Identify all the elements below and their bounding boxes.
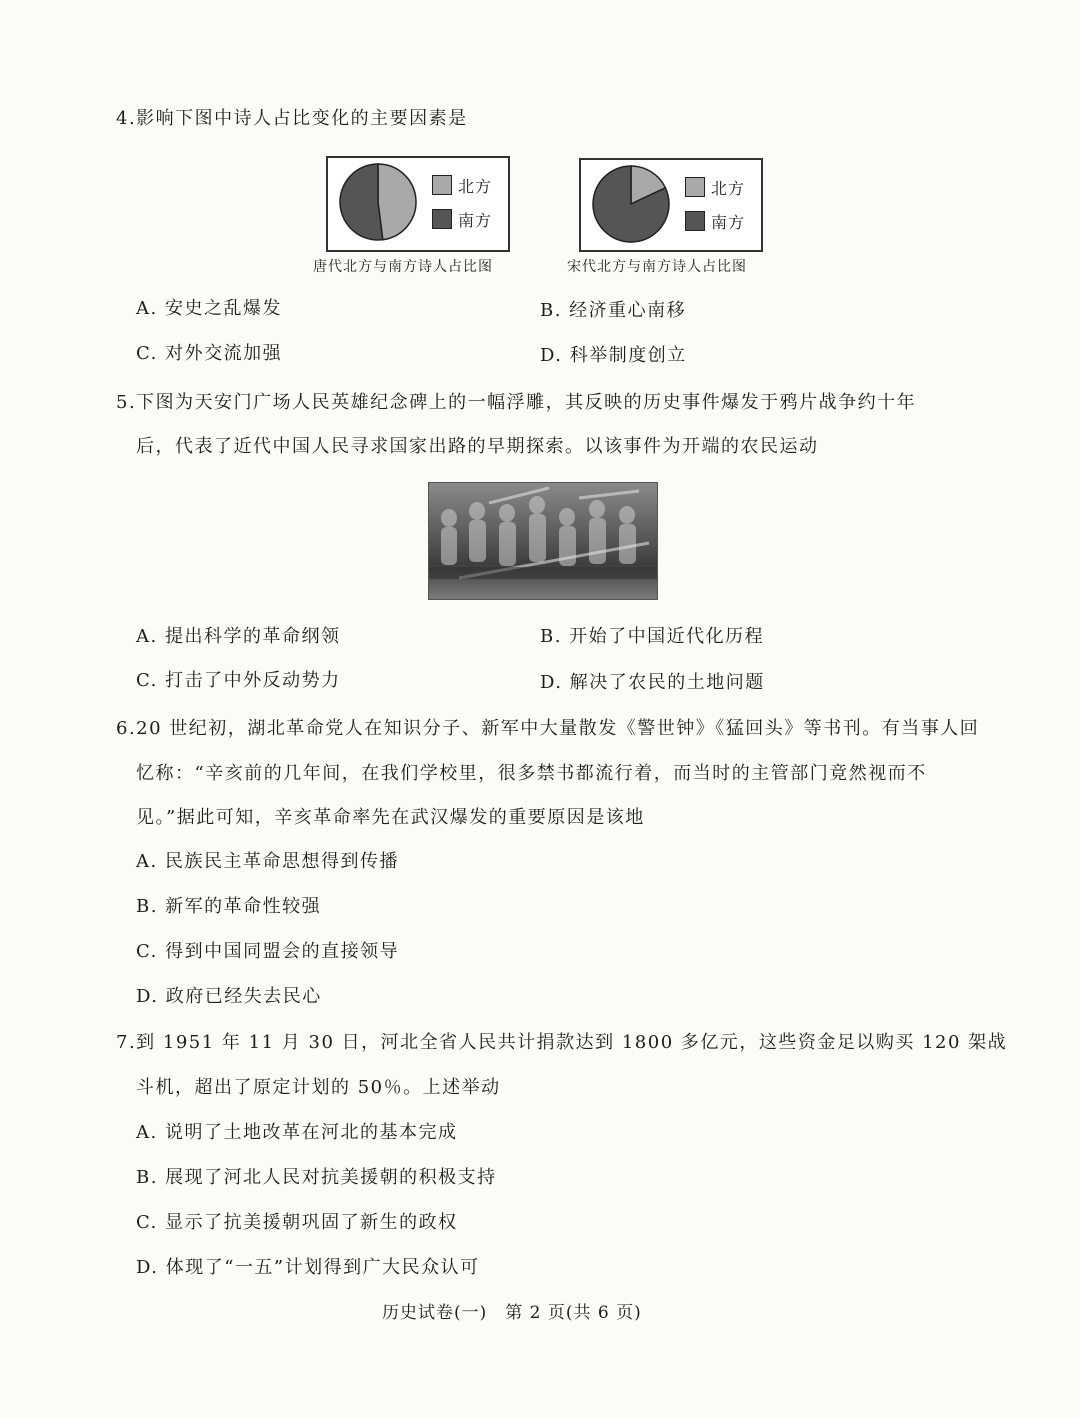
q4-option-b[interactable]: B. 经济重心南移	[540, 300, 687, 321]
pie-slice-south	[340, 164, 383, 240]
legend-item-north	[685, 176, 745, 198]
tang-pie-chart	[326, 156, 510, 252]
tang-chart-caption: 唐代北方与南方诗人占比图	[313, 259, 493, 275]
question-6-stem-line2: 忆称：“辛亥前的几年间，在我们学校里，很多禁书都流行着，而当时的主管部门竟然视而不	[136, 763, 927, 784]
legend-swatch-south	[685, 211, 705, 231]
q7-option-c[interactable]: C. 显示了抗美援朝巩固了新生的政权	[136, 1212, 458, 1233]
legend-swatch-south	[432, 209, 452, 229]
question-5-stem-line1: 5.下图为天安门广场人民英雄纪念碑上的一幅浮雕，其反映的历史事件爆发于鸦片战争约十年	[116, 392, 917, 413]
q5-option-a[interactable]: A. 提出科学的革命纲领	[136, 626, 341, 647]
pie-slice-north	[378, 164, 416, 240]
q4-option-d[interactable]: D. 科举制度创立	[540, 345, 687, 366]
legend-item-south	[432, 208, 492, 230]
legend-item-south	[685, 210, 745, 232]
q4-option-c[interactable]: C. 对外交流加强	[136, 343, 283, 364]
monument-relief-image	[428, 482, 658, 600]
q7-option-d[interactable]: D. 体现了“一五”计划得到广大民众认可	[136, 1257, 480, 1278]
question-5-stem-line2: 后，代表了近代中国人民寻求国家出路的早期探索。以该事件为开端的农民运动	[136, 436, 819, 457]
q4-option-a[interactable]: A. 安史之乱爆发	[136, 298, 282, 319]
song-chart-caption: 宋代北方与南方诗人占比图	[567, 259, 747, 275]
q6-option-b[interactable]: B. 新军的革命性较强	[136, 896, 322, 917]
page-footer: 历史试卷(一) 第 2 页(共 6 页)	[382, 1303, 642, 1323]
legend-label-south: 南方	[458, 210, 493, 230]
q6-option-c[interactable]: C. 得到中国同盟会的直接领导	[136, 941, 400, 962]
tang-pie-svg	[336, 162, 426, 246]
q7-option-a[interactable]: A. 说明了土地改革在河北的基本完成	[136, 1122, 458, 1143]
question-4-stem: 4.影响下图中诗人占比变化的主要因素是	[116, 108, 468, 129]
legend-label-north: 北方	[458, 176, 493, 196]
q5-option-b[interactable]: B. 开始了中国近代化历程	[540, 626, 765, 647]
q5-option-c[interactable]: C. 打击了中外反动势力	[136, 670, 341, 691]
q5-option-d[interactable]: D. 解决了农民的土地问题	[540, 672, 765, 693]
question-7-stem-line2: 斗机，超出了原定计划的 50％。上述举动	[136, 1077, 501, 1098]
legend-swatch-north	[685, 177, 705, 197]
song-pie-svg	[589, 164, 679, 248]
q7-option-b[interactable]: B. 展现了河北人民对抗美援朝的积极支持	[136, 1167, 497, 1188]
song-pie-chart	[579, 158, 763, 252]
q6-option-a[interactable]: A. 民族民主革命思想得到传播	[136, 851, 399, 872]
q6-option-d[interactable]: D. 政府已经失去民心	[136, 986, 322, 1007]
legend-item-north	[432, 174, 492, 196]
question-7-stem-line1: 7.到 1951 年 11 月 30 日，河北全省人民共计捐款达到 1800 多亿元，这些资金足以购买 120 架战	[116, 1032, 1008, 1053]
legend-label-north: 北方	[711, 178, 746, 198]
legend-label-south: 南方	[711, 212, 746, 232]
legend-swatch-north	[432, 175, 452, 195]
question-6-stem-line3: 见。”据此可知，辛亥革命率先在武汉爆发的重要原因是该地	[136, 807, 645, 828]
relief-figures	[429, 483, 657, 599]
question-6-stem-line1: 6.20 世纪初，湖北革命党人在知识分子、新军中大量散发《警世钟》《猛回头》等书刊。有当事人回	[116, 718, 980, 739]
